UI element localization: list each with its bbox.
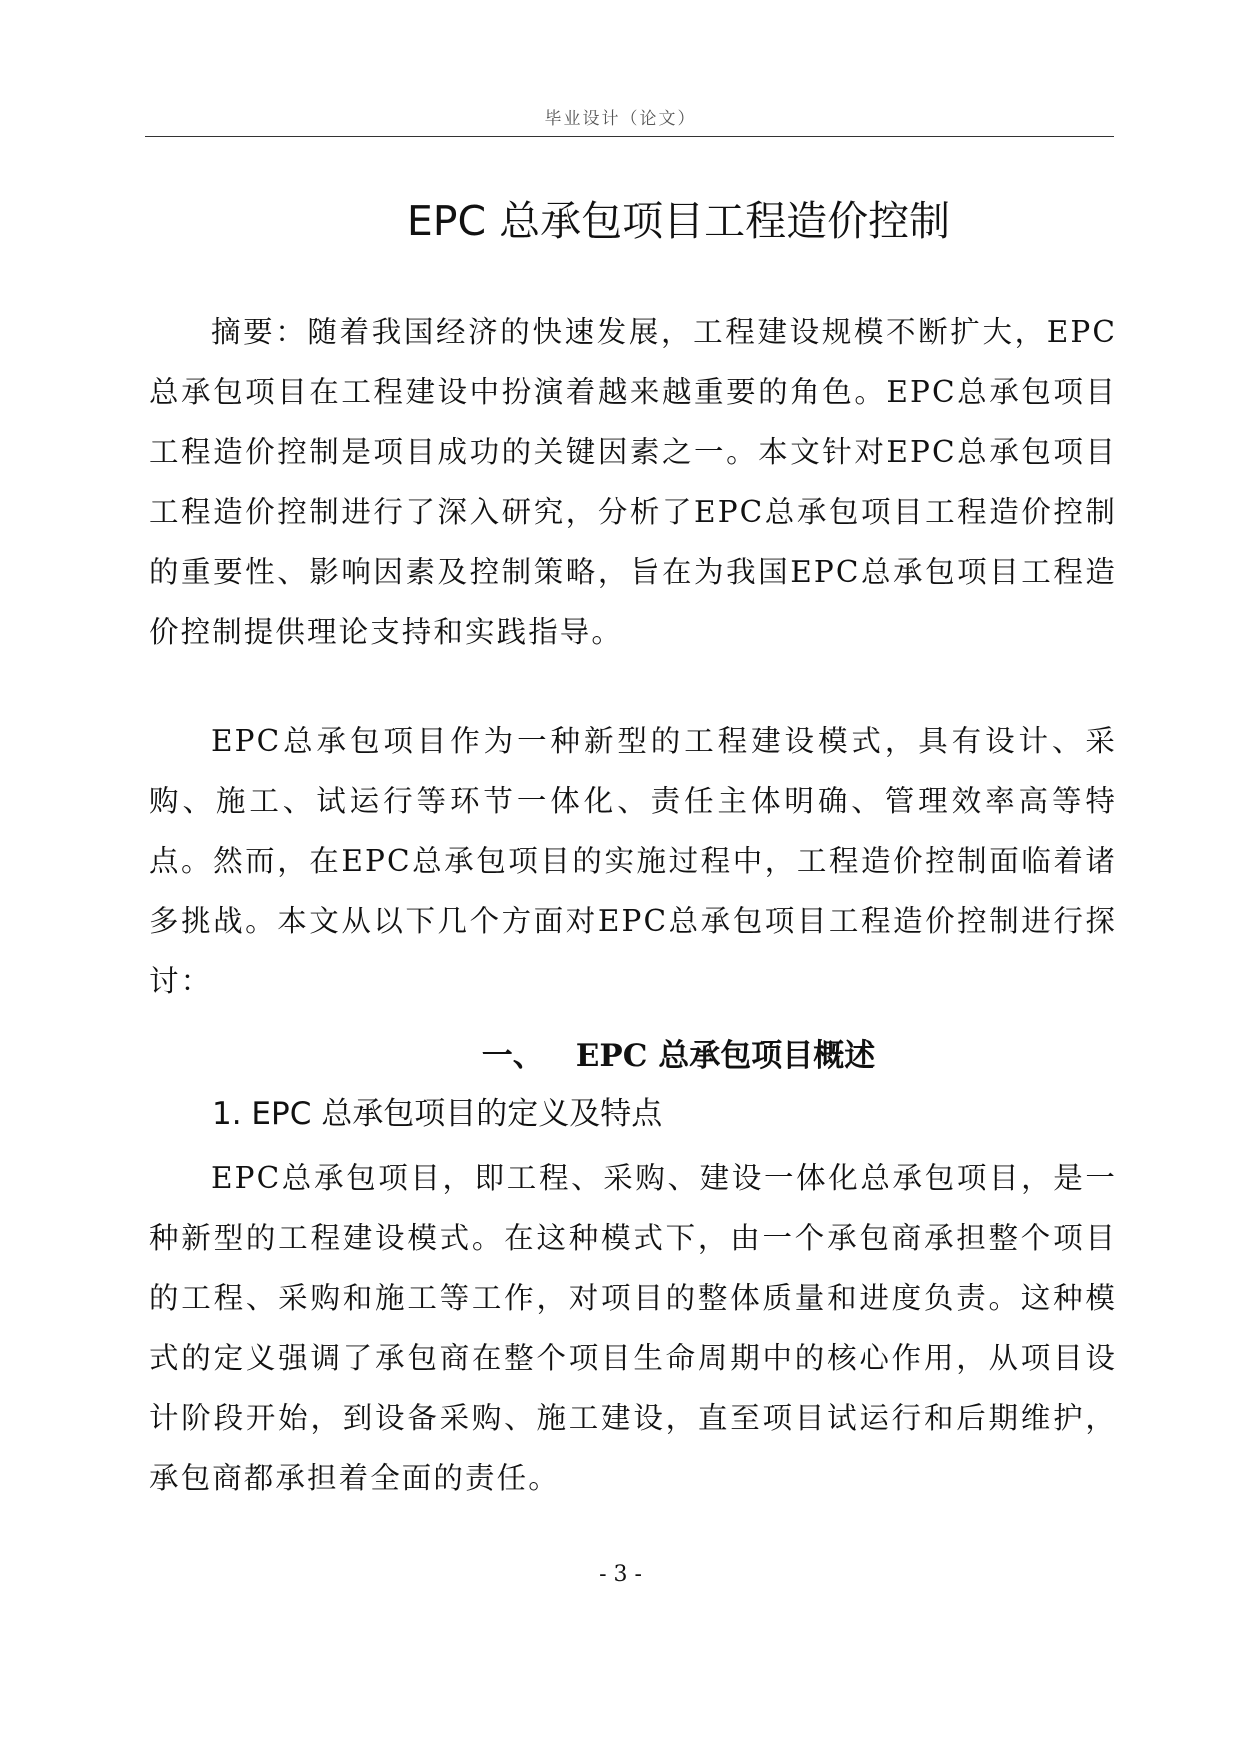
document-title: EPC 总承包项目工程造价控制: [406, 197, 951, 245]
section-title: EPC 总承包项目概述: [575, 1038, 876, 1074]
intro-paragraph: EPC总承包项目作为一种新型的工程建设模式，具有设计、采购、施工、试运行等环节一体化、责任主体明确、管理效率高等特点。然而，在EPC总承包项目的实施过程中，工程造价控制面临着诸多挑战。本文从以下几个方面对EPC总承包项目工程造价控制进行探讨：: [149, 724, 1117, 998]
section-number: 一、: [481, 1038, 544, 1074]
running-header: 毕业设计（论文）: [544, 109, 697, 129]
page-number: - 3 -: [599, 1562, 642, 1587]
header-rule: [145, 136, 1114, 137]
subsection-heading: 1. EPC 总承包项目的定义及特点: [212, 1096, 663, 1132]
section-heading: [145, 1030, 1212, 1075]
abstract-paragraph: 摘要：随着我国经济的快速发展，工程建设规模不断扩大，EPC总承包项目在工程建设中扮演着越来越重要的角色。EPC总承包项目工程造价控制是项目成功的关键因素之一。本文针对EPC总承包项目工程造价控制进行了深入研究，分析了EPC总承包项目工程造价控制的重要性、影响因素及控制策略，旨在为我国EPC总承包项目工程造价控制提供理论支持和实践指导。: [149, 315, 1117, 649]
definition-paragraph: EPC总承包项目，即工程、采购、建设一体化总承包项目，是一种新型的工程建设模式。在这种模式下，由一个承包商承担整个项目的工程、采购和施工等工作，对项目的整体质量和进度负责。这种模式的定义强调了承包商在整个项目生命周期中的核心作用，从项目设计阶段开始，到设备采购、施工建设，直至项目试运行和后期维护，承包商都承担着全面的责任。: [149, 1161, 1117, 1495]
